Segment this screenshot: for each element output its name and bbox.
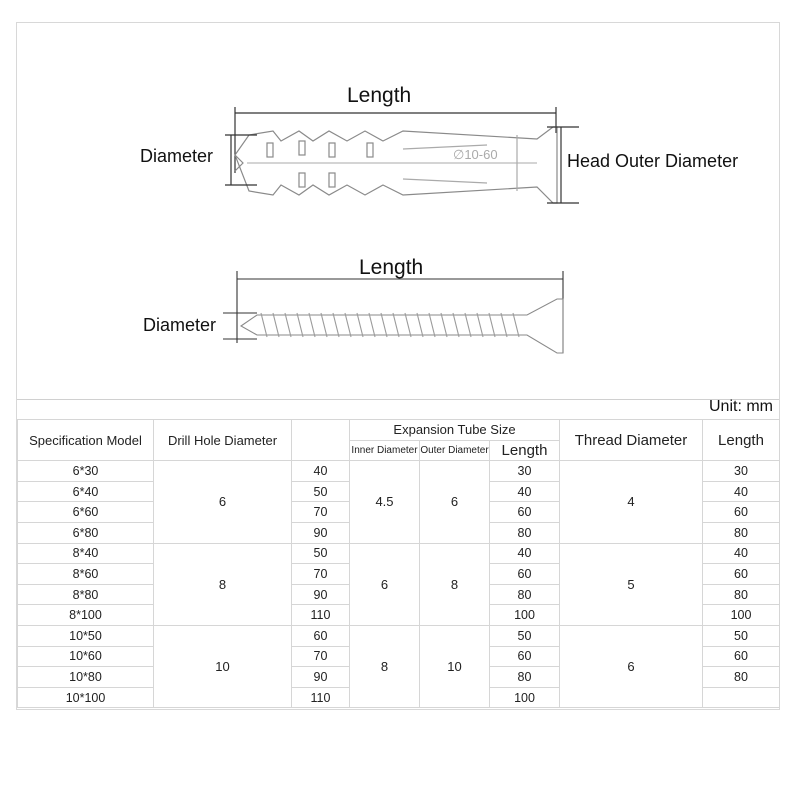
tube-length-cell: 40 [490, 481, 560, 502]
drill-cell: 6 [154, 461, 292, 543]
tube-length-cell: 100 [490, 687, 560, 708]
header-spec-model: Specification Model [18, 420, 154, 461]
unit-label: Unit: mm [709, 398, 773, 415]
header-outer-diameter: Outer Diameter [420, 440, 490, 461]
screw-length-label: Length [359, 256, 424, 279]
col3-cell: 40 [292, 461, 350, 482]
table-header-row-1 [18, 420, 780, 441]
model-cell: 6*60 [18, 502, 154, 523]
screw-length-cell: 50 [703, 625, 780, 646]
header-thread-diameter: Thread Diameter [560, 420, 703, 461]
drill-cell: 8 [154, 543, 292, 625]
tube-length-cell: 60 [490, 564, 560, 585]
unit-row [17, 399, 779, 420]
model-cell: 10*60 [18, 646, 154, 667]
anchor-imprint: ∅10-60 [453, 147, 498, 162]
tube-length-cell: 80 [490, 667, 560, 688]
screw-length-cell: 60 [703, 564, 780, 585]
screw-length-cell: 80 [703, 522, 780, 543]
screw-illustration [223, 271, 563, 353]
col3-cell: 70 [292, 564, 350, 585]
outer-cell: 10 [420, 625, 490, 707]
tube-length-cell: 80 [490, 522, 560, 543]
diagram-drawing [17, 23, 781, 401]
col3-cell: 70 [292, 502, 350, 523]
model-cell: 10*100 [18, 687, 154, 708]
inner-cell: 4.5 [350, 461, 420, 543]
header-screw-length: Length [703, 420, 780, 461]
model-cell: 6*80 [18, 522, 154, 543]
tube-length-cell: 30 [490, 461, 560, 482]
drill-cell: 10 [154, 625, 292, 707]
col3-cell: 90 [292, 522, 350, 543]
screw-diameter-label: Diameter [143, 315, 217, 335]
model-cell: 8*60 [18, 564, 154, 585]
screw-length-cell [703, 687, 780, 708]
anchor-head-diameter-label: Head Outer Diameter [567, 151, 739, 171]
screw-length-cell: 80 [703, 667, 780, 688]
model-cell: 10*50 [18, 625, 154, 646]
tube-length-cell: 40 [490, 543, 560, 564]
col3-cell: 90 [292, 584, 350, 605]
tube-length-cell: 80 [490, 584, 560, 605]
screw-length-cell: 60 [703, 646, 780, 667]
header-blank [292, 420, 350, 461]
spec-table [17, 419, 780, 708]
outer-cell: 6 [420, 461, 490, 543]
model-cell: 8*80 [18, 584, 154, 605]
tube-length-cell: 60 [490, 646, 560, 667]
header-tube-length: Length [490, 440, 560, 461]
outer-cell: 8 [420, 543, 490, 625]
screw-length-cell: 80 [703, 584, 780, 605]
anchor-illustration [225, 107, 579, 203]
header-inner-diameter: Inner Diameter [350, 440, 420, 461]
tube-length-cell: 100 [490, 605, 560, 626]
model-cell: 8*100 [18, 605, 154, 626]
inner-cell: 6 [350, 543, 420, 625]
screw-length-cell: 100 [703, 605, 780, 626]
col3-cell: 70 [292, 646, 350, 667]
table-row [18, 543, 780, 564]
anchor-diameter-label: Diameter [140, 146, 214, 166]
model-cell: 8*40 [18, 543, 154, 564]
tube-length-cell: 60 [490, 502, 560, 523]
screw-length-cell: 40 [703, 543, 780, 564]
thread-cell: 6 [560, 625, 703, 707]
model-cell: 6*40 [18, 481, 154, 502]
table-row [18, 461, 780, 482]
col3-cell: 60 [292, 625, 350, 646]
header-drill-hole: Drill Hole Diameter [154, 420, 292, 461]
model-cell: 6*30 [18, 461, 154, 482]
screw-length-cell: 30 [703, 461, 780, 482]
col3-cell: 110 [292, 605, 350, 626]
thread-cell: 4 [560, 461, 703, 543]
header-expansion-group: Expansion Tube Size [350, 420, 560, 441]
col3-cell: 90 [292, 667, 350, 688]
col3-cell: 110 [292, 687, 350, 708]
spec-sheet [16, 22, 780, 710]
table-row [18, 625, 780, 646]
model-cell: 10*80 [18, 667, 154, 688]
product-diagram [17, 23, 781, 401]
screw-length-cell: 40 [703, 481, 780, 502]
inner-cell: 8 [350, 625, 420, 707]
thread-cell: 5 [560, 543, 703, 625]
col3-cell: 50 [292, 543, 350, 564]
tube-length-cell: 50 [490, 625, 560, 646]
anchor-length-label: Length [347, 84, 412, 107]
screw-length-cell: 60 [703, 502, 780, 523]
col3-cell: 50 [292, 481, 350, 502]
